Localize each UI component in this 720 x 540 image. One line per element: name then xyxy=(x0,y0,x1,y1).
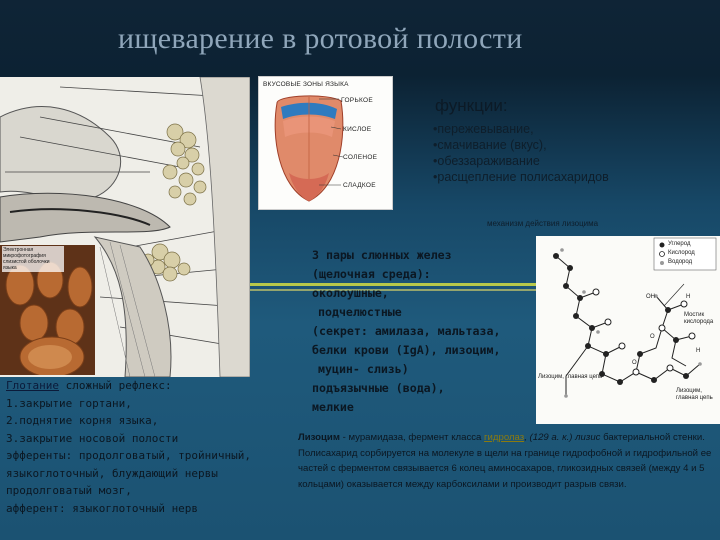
glands-line: мелкие xyxy=(312,400,354,414)
symbol-oh: OH xyxy=(646,294,655,300)
swallowing-line: 1.закрытие гортани, xyxy=(6,396,132,410)
swallowing-heading xyxy=(6,377,306,395)
lysozyme-intro: - мурамидаза, фермент класса xyxy=(339,432,485,443)
tongue-label-sweet: СЛАДКОЕ xyxy=(343,182,376,189)
label-oxygen-bridge: Мостик кислорода xyxy=(684,312,714,325)
tongue-label-bitter: ГОРЬКОЕ xyxy=(341,97,374,104)
swallowing-line: эфференты: продолговатый, тройничный, xyxy=(6,449,252,462)
tongue-label-salty: СОЛЕНОЕ xyxy=(343,154,378,161)
legend-hydrogen: Водород xyxy=(668,259,693,265)
legend-carbon: Углерод xyxy=(668,241,691,247)
swallowing-term: Глотание xyxy=(6,379,59,392)
slide-title: ищеварение в ротовой полости xyxy=(118,22,523,55)
function-item: •расщепление полисахаридов xyxy=(433,170,609,184)
label-lysozyme-main-chain: Лизоцим, главная цепь xyxy=(676,388,713,401)
symbol-o: O xyxy=(650,334,655,340)
lysozyme-code: , (129 а. к.) лизис xyxy=(524,432,601,443)
tongue-label-sour: КИСЛОЕ xyxy=(343,126,372,133)
glands-line: 3 пары слюнных желез xyxy=(312,248,452,262)
lysozyme-molecule-diagram xyxy=(536,236,720,424)
glands-line: белки крови (IgA), лизоцим, xyxy=(312,343,501,357)
function-item: •обеззараживание xyxy=(433,154,540,168)
lysozyme-term: Лизоцим xyxy=(298,432,340,443)
tongue-figure-title: ВКУСОВЫЕ ЗОНЫ ЯЗЫКА xyxy=(263,81,349,88)
function-item: •пережевывание, xyxy=(433,122,534,136)
glands-line: подъязычные (вода), xyxy=(312,381,445,395)
swallowing-line: афферент: языкоглоточный нерв xyxy=(6,501,199,515)
tongue-taste-zones-figure xyxy=(258,76,393,210)
swallowing-text xyxy=(6,377,306,517)
lysozyme-description xyxy=(298,430,716,493)
glands-line: (секрет: амилаза, мальтаза, xyxy=(312,324,501,338)
symbol-h: H xyxy=(696,348,701,354)
swallowing-line: языкоглоточный, блуждающий нервы xyxy=(6,466,218,480)
lysozyme-body: бактериальной стенки. Полисахарид сорбируется на молекуле в щели на границе гидрофобной и гидрофильной ее частей с ферментом связывается 6 колец аминосахаров, гликозидных связей (между 4 и 5 кольцами) оказывается между карбоксилами и производит разрыв связи. xyxy=(298,432,712,491)
salivary-glands-text xyxy=(312,246,527,417)
glands-line: околоушные, xyxy=(312,286,389,300)
lysozyme-mechanism-caption: механизм действия лизоцима xyxy=(487,219,599,228)
swallowing-line: продолговатый мозг, xyxy=(6,484,132,497)
swallowing-line: 3.закрытие носовой полости xyxy=(6,431,179,445)
glands-line: муцин- слизь) xyxy=(318,362,409,376)
label-lysozyme-main-chain: Лизоцим, главная цепь xyxy=(538,374,603,380)
symbol-o: O xyxy=(632,360,637,366)
micrograph-caption: Электронная микрофотография слизистой оболочки языка xyxy=(2,246,64,272)
swallowing-line: 2.поднятие корня языка, xyxy=(6,414,159,427)
functions-heading: функции: xyxy=(435,96,508,115)
glands-line: (щелочная среда): xyxy=(312,267,431,281)
swallowing-rest: сложный рефлекс: xyxy=(58,379,172,392)
functions-list xyxy=(433,121,609,185)
hydrolase-link[interactable]: гидролаз xyxy=(484,432,525,443)
legend-oxygen: Кислород xyxy=(668,250,695,256)
symbol-h: H xyxy=(686,294,691,300)
glands-line: подчелюстные xyxy=(318,305,402,319)
function-item: •смачивание (вкус), xyxy=(433,138,547,152)
